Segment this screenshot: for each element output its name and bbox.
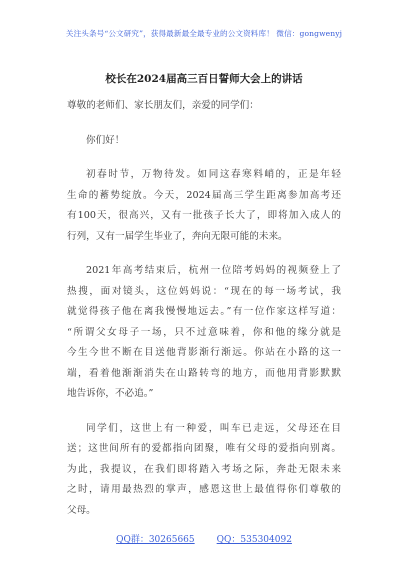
hello-line: 你们好！ — [86, 134, 125, 146]
greeting: 尊敬的老师们、家长朋友们，亲爱的同学们： — [67, 100, 259, 111]
paragraph-line: 地告诉你，不必追。” — [67, 388, 154, 399]
footer-contact — [0, 532, 408, 545]
paragraph-line: 同学们，这世上有一种爱，叫车已走远，父母还在目 — [86, 422, 341, 434]
qq-group-link[interactable]: QQ群：30265665 — [116, 535, 195, 545]
paragraph-2 — [67, 261, 341, 405]
qq-link[interactable]: QQ：535304092 — [216, 535, 292, 545]
paragraph-line: 端，看着他渐渐消失在山路转弯的地方，而他用背影默默 — [67, 367, 341, 379]
paragraph-line: 就觉得孩子他在离我慢慢地远去。”有一位作家这样写道： — [67, 306, 341, 317]
header-banner: 关注头条号“公文研究”，获得最新最全最专业的公文资料库！ 微信：gongwenyj — [65, 29, 343, 38]
paragraph-line: 热搜，面对镜头，这位妈妈说：“现在的每一场考试，我 — [67, 285, 341, 297]
paragraph-1 — [67, 165, 341, 247]
paragraph-line: “所谓父女母子一场，只不过意味着，你和他的缘分就是 — [67, 326, 341, 338]
paragraph-line: 今生今世不断在目送他背影渐行渐远。你站在小路的这一 — [67, 347, 341, 358]
paragraph-line: 之时，请用最热烈的掌声，感恩这世上最值得你们尊敬的 — [67, 484, 341, 495]
paragraph-line: 行列，又有一届学生毕业了，奔向无限可能的未来。 — [67, 230, 288, 242]
paragraph-line: 父母。 — [67, 504, 96, 516]
paragraph-line: 生命的蓄势绽放。今天，2024届高三学生距离参加高考还 — [67, 189, 341, 201]
paragraph-3 — [67, 419, 341, 522]
paragraph-line: 初春时节，万物待发。如同这春寒料峭的，正是年轻 — [86, 169, 341, 180]
paragraph-line: 为此，我提议，在我们即将踏入考场之际，奔赴无限未来 — [67, 463, 341, 475]
paragraph-line: 送；这世间所有的爱都指向团聚，唯有父母的爱指向别离。 — [67, 443, 341, 454]
document-title: 校长在2024届高三百日誓师大会上的讲话 — [105, 73, 303, 85]
paragraph-line: 有100天，很高兴，又有一批孩子长大了，即将加入成人的 — [67, 210, 341, 221]
document-body — [67, 96, 341, 521]
paragraph-line: 2021年高考结束后，杭州一位陪考妈妈的视频登上了 — [86, 265, 341, 276]
